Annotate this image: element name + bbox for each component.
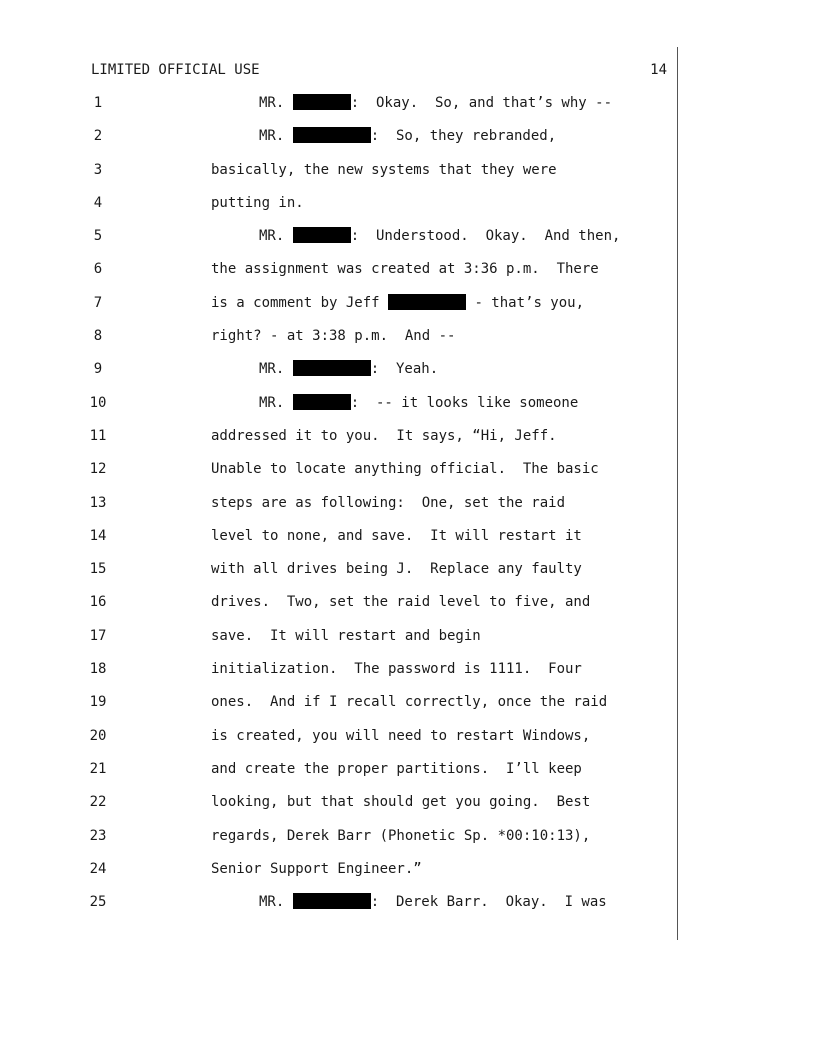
line-text	[211, 727, 590, 745]
line-content: - that’s you,	[466, 294, 585, 311]
line-text	[259, 893, 607, 911]
transcript-line	[0, 427, 816, 460]
line-prefix: MR.	[259, 228, 293, 245]
line-number: 10	[89, 394, 107, 411]
line-content: regards, Derek Barr (Phonetic Sp. *00:10:13),	[211, 827, 591, 844]
line-content: drives. Two, set the raid level to five, and	[211, 594, 591, 611]
transcript-line	[0, 527, 816, 560]
line-prefix: MR.	[259, 128, 293, 145]
transcript-line	[0, 161, 816, 194]
line-content: looking, but that should get you going. Best	[211, 794, 591, 811]
redaction-box	[293, 227, 351, 243]
redaction-box	[293, 893, 371, 909]
line-content: save. It will restart and begin	[211, 627, 481, 644]
transcript-line	[0, 260, 816, 293]
redaction-box	[293, 394, 351, 410]
line-number: 24	[89, 860, 107, 877]
line-text	[211, 260, 599, 278]
line-text	[211, 560, 582, 578]
classification-header: LIMITED OFFICIAL USE	[91, 62, 260, 78]
line-content: steps are as following: One, set the raid	[211, 494, 566, 511]
line-content: : Yeah.	[370, 361, 439, 378]
line-text	[259, 360, 438, 378]
line-number: 18	[89, 661, 107, 678]
line-text	[259, 227, 620, 245]
line-content: with all drives being J. Replace any faulty	[211, 561, 582, 578]
line-text	[211, 593, 590, 611]
line-number: 9	[93, 361, 103, 378]
line-number: 23	[89, 827, 107, 844]
line-number: 12	[89, 461, 107, 478]
line-text	[211, 660, 582, 678]
line-content: Senior Support Engineer.”	[211, 860, 422, 877]
line-number: 19	[89, 694, 107, 711]
page-number: 14	[650, 62, 667, 78]
line-prefix: MR.	[259, 894, 293, 911]
line-content: the assignment was created at 3:36 p.m. There	[211, 261, 599, 278]
line-number: 1	[93, 95, 103, 111]
line-content: ones. And if I recall correctly, once the raid	[211, 694, 608, 711]
transcript-line	[0, 327, 816, 360]
line-text	[211, 527, 582, 545]
transcript-line	[0, 560, 816, 593]
line-content: : -- it looks like someone	[350, 394, 579, 411]
line-content: right? - at 3:38 p.m. And --	[211, 328, 456, 345]
transcript-line	[0, 360, 816, 393]
line-text	[211, 161, 557, 179]
transcript-line	[0, 727, 816, 760]
line-prefix: MR.	[259, 361, 293, 378]
line-content: : So, they rebranded,	[370, 128, 557, 145]
line-content: Unable to locate anything official. The basic	[211, 461, 599, 478]
redaction-box	[293, 360, 371, 376]
transcript-line	[0, 893, 816, 926]
line-number: 4	[93, 194, 103, 211]
line-text	[211, 494, 565, 512]
transcript-line	[0, 593, 816, 626]
line-content: basically, the new systems that they were	[211, 161, 557, 178]
transcript-line	[0, 627, 816, 660]
transcript-line	[0, 827, 816, 860]
line-text	[211, 294, 584, 312]
line-number: 8	[93, 328, 103, 345]
line-number: 6	[93, 261, 103, 278]
line-number: 11	[89, 427, 107, 444]
transcript-line	[0, 94, 816, 127]
line-prefix: is a comment by Jeff	[211, 294, 389, 311]
line-text	[211, 194, 304, 212]
transcript-line	[0, 793, 816, 826]
line-content: and create the proper partitions. I’ll keep	[211, 760, 582, 777]
transcript-line	[0, 494, 816, 527]
line-text	[211, 460, 599, 478]
line-content: : Derek Barr. Okay. I was	[370, 894, 607, 911]
line-text	[211, 427, 557, 445]
line-number: 2	[93, 128, 103, 145]
line-text	[211, 760, 582, 778]
line-number: 14	[89, 527, 107, 544]
redaction-box	[293, 94, 351, 110]
transcript-line	[0, 760, 816, 793]
line-number: 20	[89, 727, 107, 744]
line-text	[211, 627, 481, 645]
line-content: is created, you will need to restart Windows,	[211, 727, 591, 744]
transcript-line	[0, 860, 816, 893]
line-content: addressed it to you. It says, “Hi, Jeff.	[211, 427, 557, 444]
line-number: 17	[89, 627, 107, 644]
transcript-body	[0, 94, 816, 926]
line-text	[211, 793, 590, 811]
line-content: : Understood. Okay. And then,	[350, 228, 621, 245]
line-content: : Okay. So, and that’s why --	[350, 95, 613, 111]
redaction-box	[293, 127, 371, 143]
transcript-line	[0, 194, 816, 227]
line-number: 13	[89, 494, 107, 511]
line-text	[211, 827, 590, 845]
line-prefix: MR.	[259, 95, 293, 111]
transcript-line	[0, 394, 816, 427]
line-text	[211, 860, 422, 878]
line-content: putting in.	[211, 194, 304, 211]
redaction-box	[388, 294, 466, 310]
line-number: 16	[89, 594, 107, 611]
line-text	[211, 693, 607, 711]
line-text	[259, 394, 578, 412]
transcript-line	[0, 127, 816, 160]
line-number: 25	[89, 894, 107, 911]
line-text	[259, 94, 612, 112]
line-number: 21	[89, 760, 107, 777]
transcript-line	[0, 460, 816, 493]
transcript-line	[0, 294, 816, 327]
line-number: 7	[93, 294, 103, 311]
line-text	[259, 127, 556, 145]
line-content: level to none, and save. It will restart it	[211, 527, 582, 544]
line-prefix: MR.	[259, 394, 293, 411]
line-text	[211, 327, 455, 345]
transcript-line	[0, 693, 816, 726]
line-number: 22	[89, 794, 107, 811]
line-number: 5	[93, 228, 103, 245]
transcript-line	[0, 660, 816, 693]
transcript-line	[0, 227, 816, 260]
line-number: 3	[93, 161, 103, 178]
line-number: 15	[89, 561, 107, 578]
line-content: initialization. The password is 1111. Four	[211, 661, 582, 678]
